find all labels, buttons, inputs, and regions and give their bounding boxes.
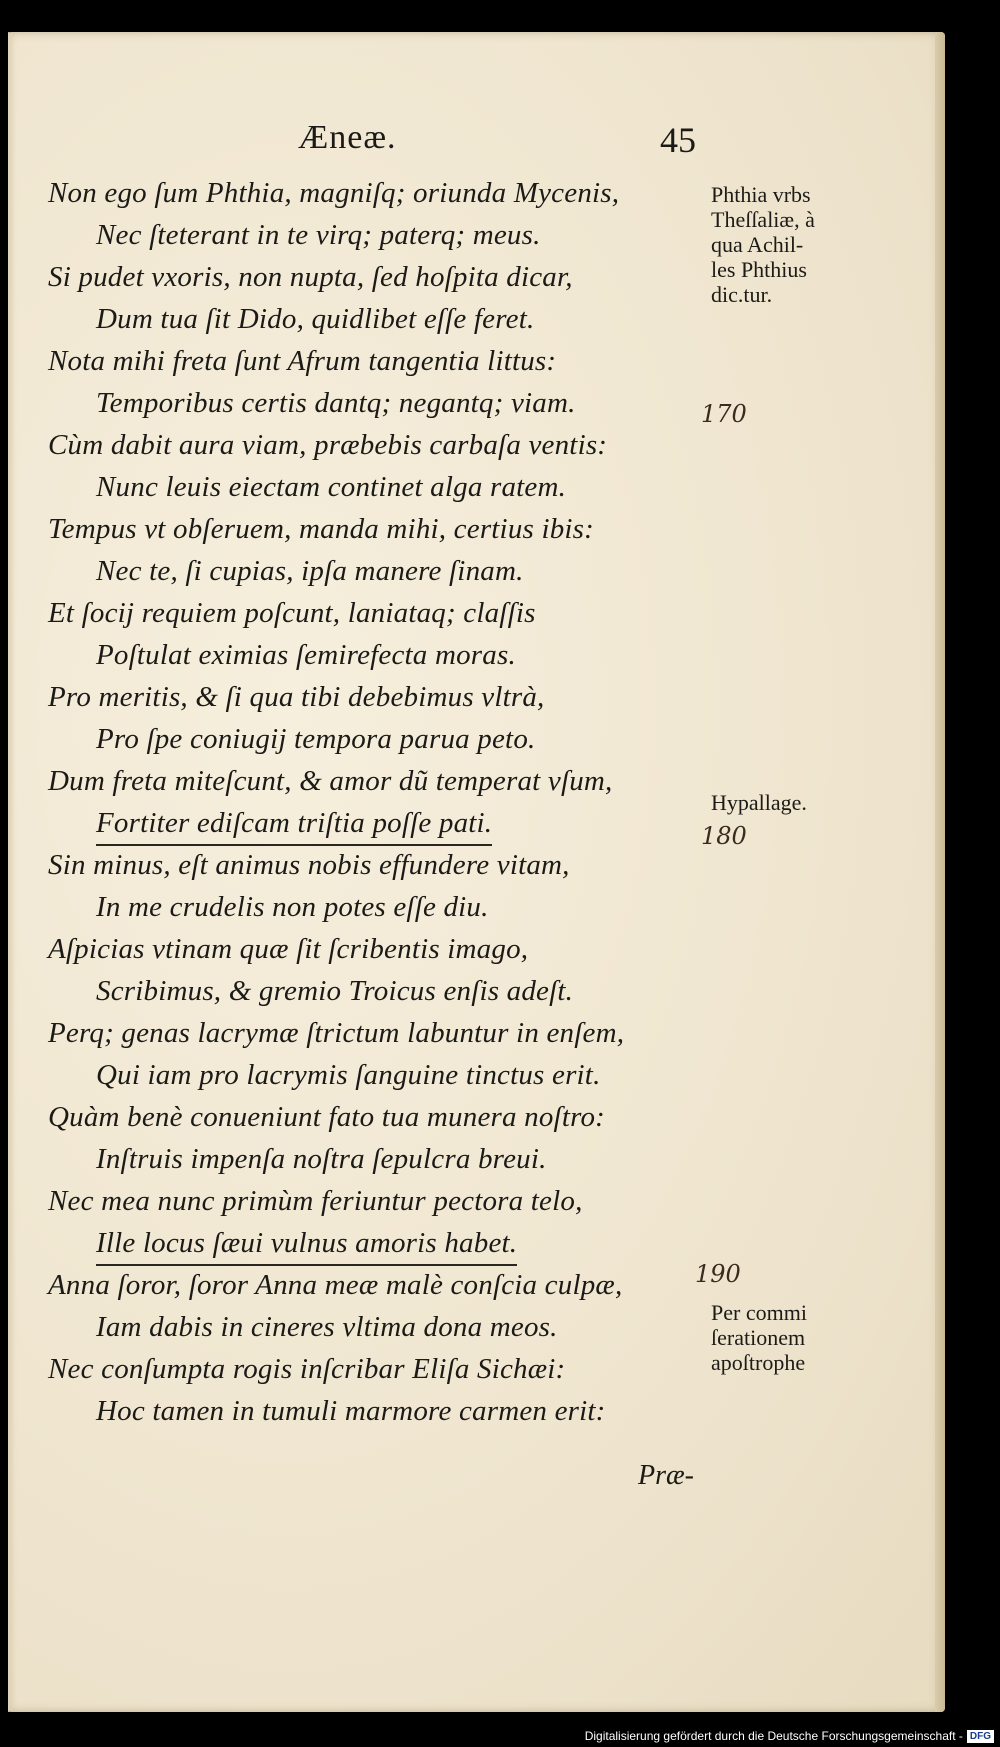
book-page bbox=[8, 32, 945, 1712]
verse-line: Dum freta miteſcunt, & amor dũ temperat vſum, bbox=[48, 765, 613, 797]
verse-line: Aſpicias vtinam quæ ſit ſcribentis imago, bbox=[48, 933, 529, 965]
poem-text bbox=[48, 172, 728, 1432]
verse-line: Nota mihi freta ſunt Afrum tangentia littus: bbox=[48, 345, 557, 377]
verse-line: Anna ſoror, ſoror Anna meæ malè conſcia culpæ, bbox=[48, 1269, 623, 1301]
verse-line: Fortiter ediſcam triſtia poſſe pati. bbox=[48, 802, 728, 844]
verse-line: Quàm benè conueniunt fato tua munera noſtro: bbox=[48, 1101, 606, 1133]
page-edge bbox=[935, 32, 945, 1712]
handwritten-line-number: 190 bbox=[695, 1260, 741, 1288]
verse-line: Nunc leuis eiectam continet alga ratem. bbox=[96, 471, 567, 503]
page-header bbox=[8, 107, 945, 167]
verse-line: Inſtruis impenſa noſtra ſepulcra breui. bbox=[96, 1143, 547, 1175]
verse-line: Ille locus ſæui vulnus amoris habet. bbox=[48, 1222, 728, 1264]
dfg-logo: DFG bbox=[967, 1730, 994, 1743]
verse-line: Pro ſpe coniugij tempora parua peto. bbox=[96, 723, 536, 755]
running-head: Æneæ. bbox=[298, 119, 397, 156]
verse-line: Nec te, ſi cupias, ipſa manere ſinam. bbox=[96, 555, 524, 587]
verse-line: Si pudet vxoris, non nupta, ſed hoſpita dicar, bbox=[48, 261, 573, 293]
verse-line: Non ego ſum Phthia, magniſq; oriunda Mycenis, bbox=[48, 177, 620, 209]
verse-line: Temporibus certis dantq; negantq; viam. bbox=[96, 387, 576, 419]
margin-note-phthia: Phthia vrbs Theſſaliæ, à qua Achil- les Phthius dic.tur. bbox=[711, 182, 815, 307]
verse-line: Nec conſumpta rogis inſcribar Eliſa Sichæi: bbox=[48, 1353, 566, 1385]
handwritten-line-number: 170 bbox=[701, 400, 747, 428]
verse-line: Tempus vt obſeruem, manda mihi, certius ibis: bbox=[48, 513, 595, 545]
margin-note-hypallage: Hypallage. bbox=[711, 790, 807, 815]
verse-line: Pro meritis, & ſi qua tibi debebimus vltrà, bbox=[48, 681, 545, 713]
verse-line: Iam dabis in cineres vltima dona meos. bbox=[96, 1311, 558, 1343]
verse-line: Sin minus, eſt animus nobis effundere vitam, bbox=[48, 849, 570, 881]
page-gutter-shadow bbox=[8, 32, 14, 1712]
verse-line: Dum tua ſit Dido, quidlibet eſſe feret. bbox=[96, 303, 535, 335]
footer-text: Digitalisierung gefördert durch die Deutsche Forschungsgemeinschaft - bbox=[584, 1729, 963, 1743]
verse-line: In me crudelis non potes eſſe diu. bbox=[96, 891, 489, 923]
margin-note-apostrophe: Per commi ſerationem apoſtrophe bbox=[711, 1300, 807, 1375]
verse-line: Nec ſteterant in te virq; paterq; meus. bbox=[96, 219, 541, 251]
verse-line: Perq; genas lacrymæ ſtrictum labuntur in enſem, bbox=[48, 1017, 625, 1049]
verse-line: Qui iam pro lacrymis ſanguine tinctus erit. bbox=[96, 1059, 601, 1091]
handwritten-line-number: 180 bbox=[701, 822, 747, 850]
catchword: Præ- bbox=[638, 1460, 694, 1491]
verse-line: Poſtulat eximias ſemirefecta moras. bbox=[96, 639, 516, 671]
verse-line: Et ſocij requiem poſcunt, laniataq; claſſis bbox=[48, 597, 536, 629]
page-number: 45 bbox=[660, 120, 696, 160]
verse-line: Hoc tamen in tumuli marmore carmen erit: bbox=[96, 1395, 606, 1427]
digitization-footer bbox=[585, 1729, 994, 1743]
verse-line: Scribimus, & gremio Troicus enſis adeſt. bbox=[96, 975, 574, 1007]
verse-line: Nec mea nunc primùm feriuntur pectora telo, bbox=[48, 1185, 583, 1217]
verse-line: Cùm dabit aura viam, præbebis carbaſa ventis: bbox=[48, 429, 608, 461]
